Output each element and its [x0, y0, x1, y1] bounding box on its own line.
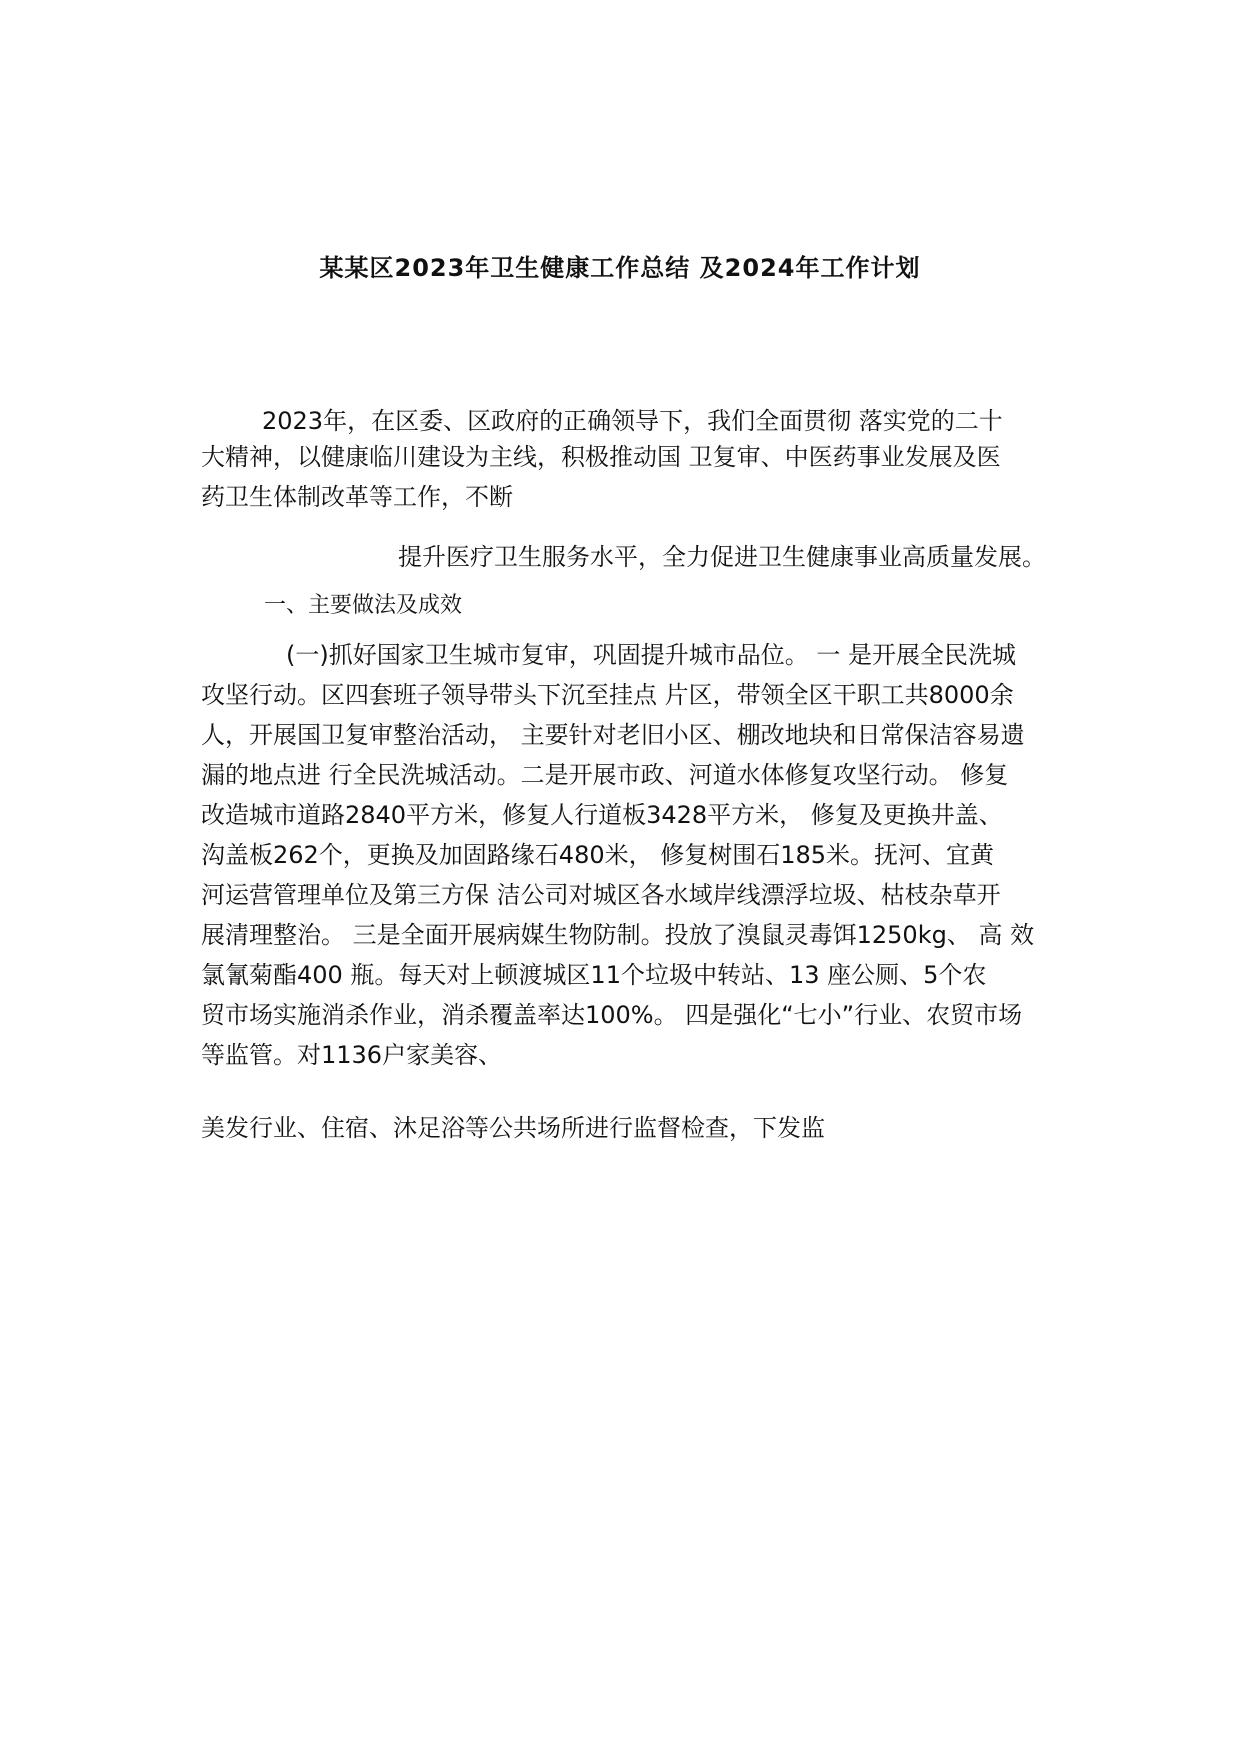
intro-line-3: 药卫生体制改革等工作，不断: [201, 483, 513, 511]
body-line-8: 展清理整治。 三是全面开展病媒生物防制。投放了溴鼠灵毒饵1250kg、 高 效: [201, 921, 1035, 949]
body-line-10: 贸市场实施消杀作业，消杀覆盖率达100%。 四是强化“七小”行业、农贸市场: [201, 1001, 1023, 1029]
intro-line-1: 2023年，在区委、区政府的正确领导下，我们全面贯彻 落实党的二十: [262, 407, 1003, 435]
body-line-2: 攻坚行动。区四套班子领导带头下沉至挂点 片区，带领全区干职工共8000余: [201, 681, 1014, 709]
intro-continuation: 提升医疗卫生服务水平，全力促进卫生健康事业高质量发展。: [398, 543, 1046, 571]
body-line-5: 改造城市道路2840平方米，修复人行道板3428平方米， 修复及更换井盖、: [201, 801, 1003, 829]
body-line-3: 人，开展国卫复审整治活动， 主要针对老旧小区、棚改地块和日常保洁容易遗: [201, 721, 1025, 749]
body-line-7: 河运营管理单位及第三方保 洁公司对城区各水域岸线漂浮垃圾、枯枝杂草开: [201, 881, 1001, 909]
body-line-11: 等监管。对1136户家美容、: [201, 1041, 503, 1069]
body-line-4: 漏的地点进 行全民洗城活动。二是开展市政、河道水体修复攻坚行动。 修复: [201, 761, 1009, 789]
body-line-9: 氯氰菊酯400 瓶。每天对上顿渡城区11个垃圾中转站、13 座公厕、5个农: [201, 961, 987, 989]
section-heading: 一、主要做法及成效: [264, 593, 463, 618]
last-line: 美发行业、住宿、沐足浴等公共场所进行监督检查，下发监: [201, 1114, 825, 1142]
body-line-6: 沟盖板262个，更换及加固路缘石480米， 修复树围石185米。抚河、宜黄: [201, 841, 995, 869]
body-line-1: (一)抓好国家卫生城市复审，巩固提升城市品位。 一 是开展全民洗城: [286, 641, 1016, 669]
intro-line-2: 大精神，以健康临川建设为主线，积极推动国 卫复审、中医药事业发展及医: [201, 443, 1001, 471]
document-title: 某某区2023年卫生健康工作总结 及2024年工作计划: [319, 254, 921, 282]
